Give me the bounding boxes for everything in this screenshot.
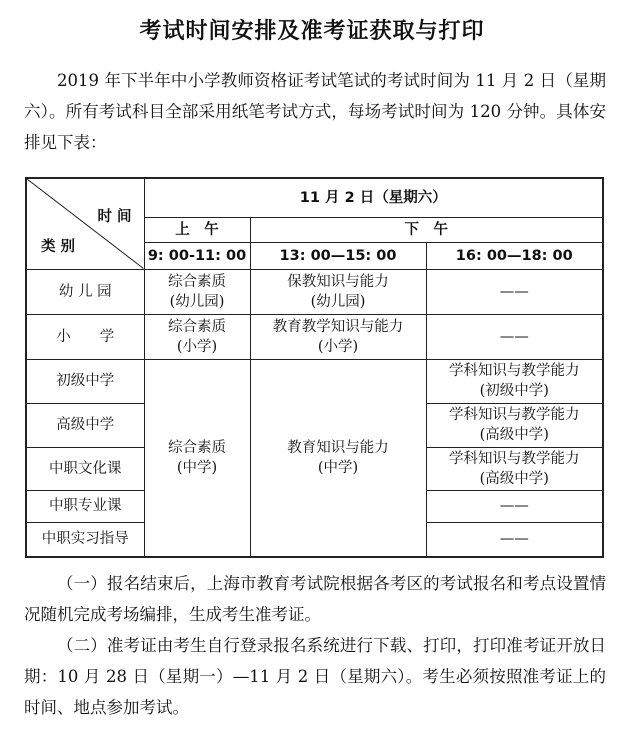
exam-level: (小学) [317, 338, 359, 355]
exam-cell [250, 314, 426, 359]
corner-category-label: 类 别 [41, 239, 76, 255]
exam-cell-merged [250, 359, 426, 557]
table-row [26, 314, 603, 359]
page-title: 考试时间安排及准考证获取与打印 [139, 19, 485, 44]
exam-level: (幼儿园) [169, 293, 225, 310]
exam-cell [426, 403, 603, 447]
exam-subject: 学科知识与教学能力 [449, 407, 580, 423]
slot-header-1: 9: 00-11: 00 [144, 242, 250, 269]
slot-header-3: 16: 00—18: 00 [426, 242, 603, 269]
exam-subject: 综合素质 [168, 273, 226, 290]
slot-header-2: 13: 00—15: 00 [250, 242, 426, 269]
intro-paragraph: 2019 年下半年中小学教师资格证考试笔试的考试时间为 11 月 2 日（星期六）。所有考试科目全部采用纸笔考试方式，每场考试时间为 120 分钟。具体安排见下表： [24, 71, 606, 152]
empty-cell: —— [426, 490, 603, 522]
category-cell: 初级中学 [26, 359, 144, 403]
exam-subject: 综合素质 [168, 439, 226, 456]
exam-level: (高级中学) [479, 427, 549, 443]
category-cell: 高级中学 [26, 403, 144, 447]
exam-subject: 学科知识与教学能力 [449, 450, 580, 467]
exam-cell [250, 269, 426, 314]
table-corner-header [26, 178, 144, 269]
table-row [26, 269, 603, 314]
morning-header: 上 午 [144, 217, 250, 242]
paragraph-1: （一）报名结束后，上海市教育考试院根据各考区的考试报名和考点设置情况随机完成考场编排，生成考生准考证。 [24, 574, 606, 624]
exam-subject: 教育教学知识与能力 [272, 318, 404, 335]
paragraph-2: （二）准考证由考生自行登录报名系统进行下载、打印，打印准考证开放日期：10 月 28 日（星期一）—11 月 2 日（星期六）。考生必须按照准考证上的时间、地点参加考试。 [24, 636, 606, 717]
afternoon-header: 下 午 [250, 217, 603, 242]
exam-subject: 学科知识与教学能力 [449, 363, 580, 379]
exam-level: (幼儿园) [310, 293, 366, 310]
empty-cell: —— [426, 314, 603, 359]
exam-level: (高级中学) [479, 470, 549, 487]
exam-level: (中学) [176, 459, 218, 476]
date-header: 11 月 2 日（星期六） [144, 178, 603, 217]
category-cell: 小 学 [26, 314, 144, 359]
exam-schedule-table [25, 177, 604, 558]
category-cell: 中职文化课 [26, 447, 144, 490]
corner-time-label: 时 间 [97, 209, 132, 225]
exam-level: (初级中学) [479, 383, 549, 399]
exam-level: (小学) [176, 338, 218, 355]
exam-cell-merged [144, 359, 250, 557]
exam-level: (中学) [317, 459, 359, 476]
category-cell: 幼 儿 园 [26, 269, 144, 314]
exam-cell [426, 447, 603, 490]
exam-subject: 教育知识与能力 [287, 439, 389, 456]
exam-cell [144, 314, 250, 359]
exam-subject: 保教知识与能力 [287, 273, 389, 290]
category-cell: 中职实习指导 [26, 522, 144, 557]
table-row [26, 359, 603, 403]
empty-cell: —— [426, 269, 603, 314]
exam-subject: 综合素质 [168, 318, 226, 335]
category-cell: 中职专业课 [26, 490, 144, 522]
exam-cell [426, 359, 603, 403]
empty-cell: —— [426, 522, 603, 557]
exam-cell [144, 269, 250, 314]
